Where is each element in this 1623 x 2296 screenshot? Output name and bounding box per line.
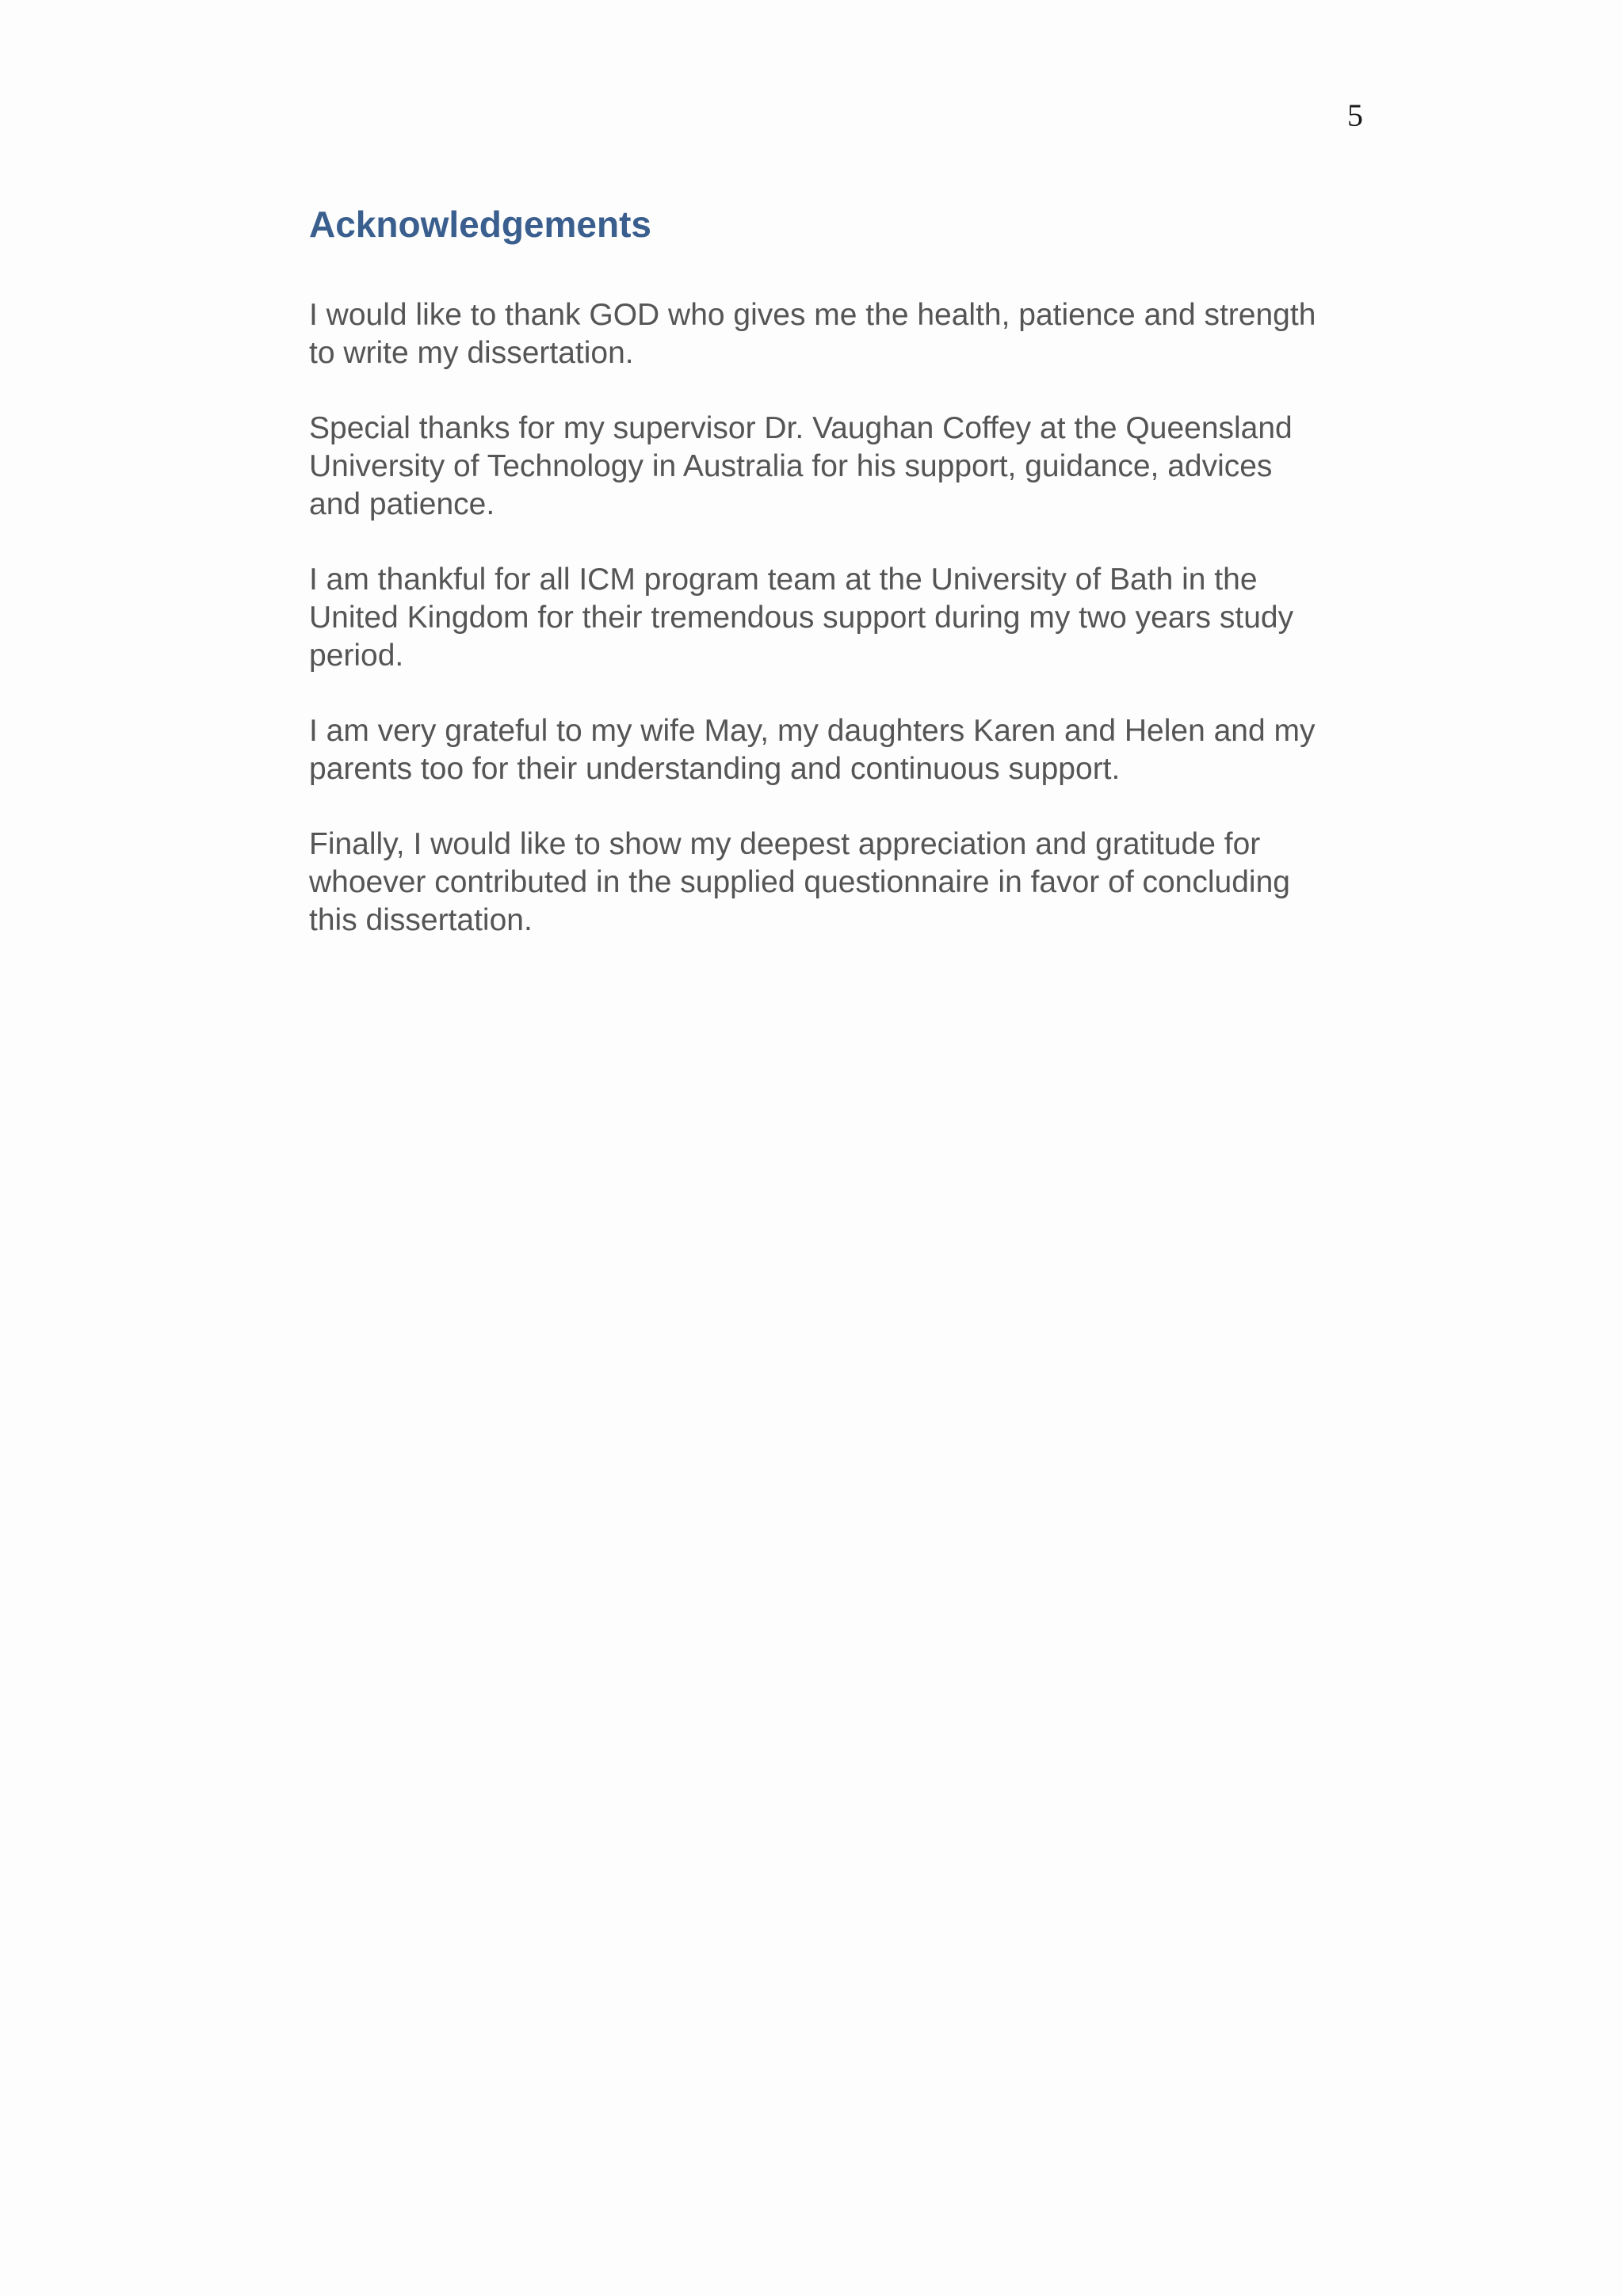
page-number: 5 [1347, 97, 1363, 133]
text-line: Finally, I would like to show my deepest appreciation and gratitude for [309, 827, 1261, 861]
text-line: and patience. [309, 487, 495, 521]
paragraph-thanks-god [309, 296, 1387, 372]
paragraph-family [309, 712, 1387, 788]
text-line: this dissertation. [309, 903, 533, 937]
text-line: I would like to thank GOD who gives me the health, patience and strength [309, 298, 1316, 332]
section-heading: Acknowledgements [309, 204, 651, 245]
text-line: University of Technology in Australia for his support, guidance, advices [309, 449, 1273, 483]
text-line: whoever contributed in the supplied questionnaire in favor of concluding [309, 865, 1290, 899]
text-line: Special thanks for my supervisor Dr. Vaughan Coffey at the Queensland [309, 411, 1293, 445]
paragraph-program-team [309, 561, 1387, 675]
paragraph-final-thanks [309, 826, 1387, 940]
text-line: I am thankful for all ICM program team at the University of Bath in the [309, 563, 1258, 597]
text-line: parents too for their understanding and continuous support. [309, 752, 1121, 786]
text-line: period. [309, 639, 404, 673]
text-line: to write my dissertation. [309, 336, 634, 370]
text-line: I am very grateful to my wife May, my daughters Karen and Helen and my [309, 714, 1316, 748]
paragraph-supervisor [309, 410, 1387, 524]
text-line: United Kingdom for their tremendous support during my two years study [309, 601, 1294, 635]
page-content [309, 198, 1387, 977]
